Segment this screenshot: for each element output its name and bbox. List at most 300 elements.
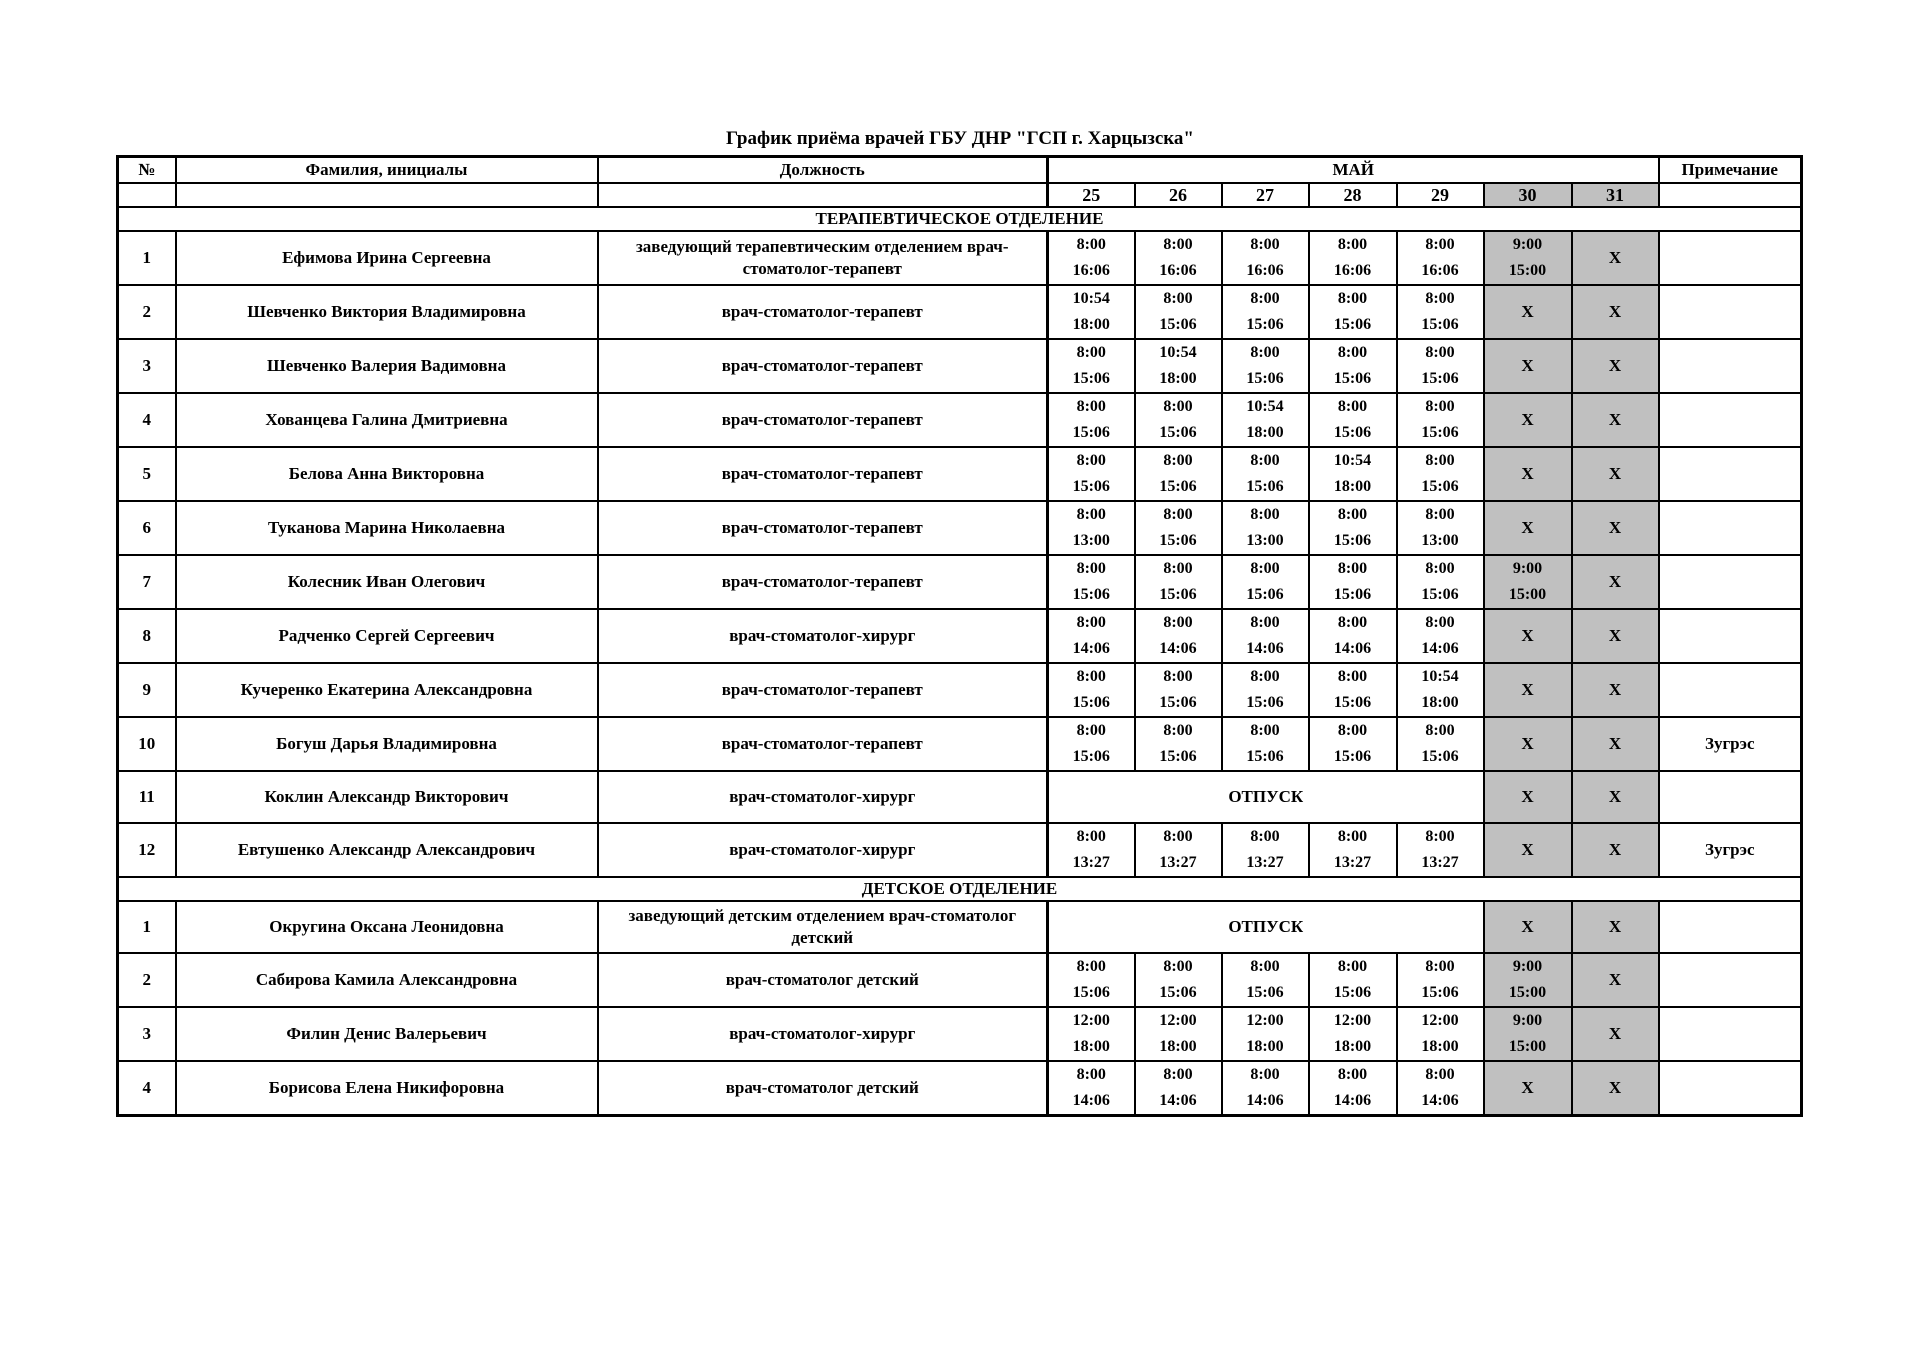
shift-cell bbox=[1048, 231, 1135, 285]
shift-cell bbox=[1309, 339, 1397, 393]
shift-cell bbox=[1397, 501, 1484, 555]
note-cell: Зугрэс bbox=[1659, 717, 1802, 771]
note-cell: Зугрэс bbox=[1659, 823, 1802, 877]
shift-start: 12:00 bbox=[1072, 1012, 1110, 1029]
row-number: 10 bbox=[118, 717, 176, 771]
shift-end: 18:00 bbox=[1072, 316, 1110, 333]
day-off-cell: X bbox=[1484, 663, 1572, 717]
employee-position: врач-стоматолог-терапевт bbox=[598, 393, 1048, 447]
shift-end: 15:06 bbox=[1072, 370, 1110, 387]
shift-cell bbox=[1222, 231, 1309, 285]
day-off-cell: X bbox=[1572, 771, 1659, 823]
note-cell bbox=[1659, 901, 1802, 953]
table-row bbox=[118, 339, 1802, 393]
note-cell bbox=[1659, 501, 1802, 555]
shift-cell bbox=[1048, 555, 1135, 609]
table-row bbox=[118, 717, 1802, 771]
shift-end: 15:06 bbox=[1421, 984, 1459, 1001]
shift-end: 13:27 bbox=[1246, 854, 1284, 871]
note-cell bbox=[1659, 771, 1802, 823]
day-off-cell: X bbox=[1572, 231, 1659, 285]
day-off-cell: X bbox=[1484, 1061, 1572, 1116]
shift-start: 8:00 bbox=[1076, 1066, 1106, 1083]
shift-start: 9:00 bbox=[1512, 560, 1543, 577]
shift-cell bbox=[1309, 953, 1397, 1007]
shift-end: 15:06 bbox=[1159, 984, 1197, 1001]
shift-start: 8:00 bbox=[1076, 614, 1106, 631]
shift-end: 15:06 bbox=[1333, 424, 1372, 441]
employee-name: Филин Денис Валерьевич bbox=[176, 1007, 598, 1061]
schedule-table bbox=[116, 155, 1803, 1117]
shift-start: 8:00 bbox=[1163, 452, 1193, 469]
shift-start: 8:00 bbox=[1250, 236, 1280, 253]
row-number: 1 bbox=[118, 231, 176, 285]
shift-cell bbox=[1048, 717, 1135, 771]
shift-cell bbox=[1048, 339, 1135, 393]
shift-start: 8:00 bbox=[1163, 290, 1193, 307]
shift-start: 10:54 bbox=[1246, 398, 1284, 415]
shift-start: 8:00 bbox=[1076, 828, 1106, 845]
note-cell bbox=[1659, 555, 1802, 609]
row-number: 2 bbox=[118, 285, 176, 339]
shift-end: 18:00 bbox=[1421, 1038, 1459, 1055]
employee-position: врач-стоматолог-терапевт bbox=[598, 339, 1048, 393]
shift-start: 8:00 bbox=[1425, 398, 1455, 415]
employee-name: Хованцева Галина Дмитриевна bbox=[176, 393, 598, 447]
header-number: № bbox=[118, 157, 176, 184]
shift-cell bbox=[1135, 501, 1222, 555]
day-off-cell: X bbox=[1484, 285, 1572, 339]
shift-start: 8:00 bbox=[1337, 344, 1368, 361]
employee-name: Коклин Александр Викторович bbox=[176, 771, 598, 823]
shift-cell bbox=[1135, 393, 1222, 447]
shift-end: 15:06 bbox=[1159, 424, 1197, 441]
employee-position: врач-стоматолог детский bbox=[598, 1061, 1048, 1116]
shift-end: 16:06 bbox=[1246, 262, 1284, 279]
table-row bbox=[118, 1061, 1802, 1116]
shift-end: 15:06 bbox=[1421, 424, 1459, 441]
shift-end: 13:00 bbox=[1421, 532, 1459, 549]
shift-end: 14:06 bbox=[1246, 640, 1284, 657]
employee-name: Евтушенко Александр Александрович bbox=[176, 823, 598, 877]
note-cell bbox=[1659, 1061, 1802, 1116]
row-number: 7 bbox=[118, 555, 176, 609]
shift-start: 8:00 bbox=[1250, 958, 1280, 975]
shift-cell bbox=[1397, 717, 1484, 771]
shift-cell bbox=[1309, 663, 1397, 717]
shift-start: 8:00 bbox=[1163, 1066, 1193, 1083]
table-row bbox=[118, 901, 1802, 953]
header-row bbox=[118, 157, 1802, 184]
day-off-cell: X bbox=[1572, 953, 1659, 1007]
shift-end: 16:06 bbox=[1421, 262, 1459, 279]
shift-start: 8:00 bbox=[1337, 398, 1368, 415]
shift-start: 8:00 bbox=[1425, 614, 1455, 631]
shift-cell bbox=[1397, 555, 1484, 609]
shift-end: 13:00 bbox=[1246, 532, 1284, 549]
shift-start: 8:00 bbox=[1337, 722, 1368, 739]
row-number: 3 bbox=[118, 1007, 176, 1061]
shift-cell bbox=[1397, 339, 1484, 393]
shift-end: 16:06 bbox=[1333, 262, 1372, 279]
employee-name: Сабирова Камила Александровна bbox=[176, 953, 598, 1007]
shift-end: 15:06 bbox=[1333, 370, 1372, 387]
table-row bbox=[118, 663, 1802, 717]
shift-end: 15:00 bbox=[1508, 1038, 1547, 1055]
table-row bbox=[118, 771, 1802, 823]
shift-cell bbox=[1309, 717, 1397, 771]
shift-cell bbox=[1135, 231, 1222, 285]
shift-cell bbox=[1222, 609, 1309, 663]
employee-position: заведующий терапевтическим отделением врач-стоматолог-терапевт bbox=[598, 231, 1048, 285]
section-row bbox=[118, 207, 1802, 231]
shift-start: 12:00 bbox=[1246, 1012, 1284, 1029]
shift-start: 8:00 bbox=[1425, 236, 1455, 253]
shift-end: 14:06 bbox=[1159, 1092, 1197, 1109]
employee-position: врач-стоматолог-терапевт bbox=[598, 717, 1048, 771]
shift-end: 16:06 bbox=[1159, 262, 1197, 279]
shift-start: 8:00 bbox=[1425, 290, 1455, 307]
note-cell bbox=[1659, 663, 1802, 717]
shift-end: 18:00 bbox=[1333, 1038, 1372, 1055]
shift-end: 15:06 bbox=[1421, 370, 1459, 387]
shift-cell bbox=[1135, 285, 1222, 339]
table-row bbox=[118, 285, 1802, 339]
shift-cell bbox=[1048, 447, 1135, 501]
shift-end: 15:06 bbox=[1072, 694, 1110, 711]
shift-end: 15:06 bbox=[1159, 586, 1197, 603]
shift-cell bbox=[1484, 1007, 1572, 1061]
shift-cell bbox=[1222, 1061, 1309, 1116]
shift-cell bbox=[1048, 609, 1135, 663]
shift-start: 8:00 bbox=[1076, 236, 1106, 253]
shift-end: 15:06 bbox=[1246, 984, 1284, 1001]
shift-cell bbox=[1135, 1007, 1222, 1061]
row-number: 5 bbox=[118, 447, 176, 501]
shift-cell bbox=[1135, 339, 1222, 393]
shift-start: 8:00 bbox=[1163, 828, 1193, 845]
shift-start: 8:00 bbox=[1076, 398, 1106, 415]
table-row bbox=[118, 1007, 1802, 1061]
shift-end: 15:06 bbox=[1072, 478, 1110, 495]
shift-cell bbox=[1135, 447, 1222, 501]
shift-cell bbox=[1309, 823, 1397, 877]
shift-cell bbox=[1135, 1061, 1222, 1116]
shift-start: 8:00 bbox=[1425, 506, 1455, 523]
day-off-cell: X bbox=[1572, 393, 1659, 447]
shift-cell bbox=[1135, 555, 1222, 609]
shift-cell bbox=[1135, 663, 1222, 717]
employee-position: врач-стоматолог-терапевт bbox=[598, 555, 1048, 609]
shift-start: 8:00 bbox=[1337, 614, 1368, 631]
shift-start: 9:00 bbox=[1512, 1012, 1543, 1029]
day-off-cell: X bbox=[1572, 823, 1659, 877]
shift-end: 15:06 bbox=[1333, 316, 1372, 333]
row-number: 12 bbox=[118, 823, 176, 877]
shift-start: 10:54 bbox=[1072, 290, 1110, 307]
section-row bbox=[118, 877, 1802, 901]
shift-start: 8:00 bbox=[1337, 236, 1368, 253]
employee-position: врач-стоматолог детский bbox=[598, 953, 1048, 1007]
shift-cell bbox=[1397, 285, 1484, 339]
shift-start: 8:00 bbox=[1425, 1066, 1455, 1083]
shift-end: 15:06 bbox=[1159, 532, 1197, 549]
header-month: МАЙ bbox=[1048, 157, 1659, 184]
employee-name: Богуш Дарья Владимировна bbox=[176, 717, 598, 771]
row-number: 2 bbox=[118, 953, 176, 1007]
shift-end: 15:06 bbox=[1159, 316, 1197, 333]
shift-end: 13:27 bbox=[1072, 854, 1110, 871]
shift-end: 13:27 bbox=[1159, 854, 1197, 871]
shift-cell bbox=[1135, 953, 1222, 1007]
shift-cell bbox=[1222, 823, 1309, 877]
shift-end: 14:06 bbox=[1072, 640, 1110, 657]
employee-position: врач-стоматолог-терапевт bbox=[598, 447, 1048, 501]
shift-cell bbox=[1222, 447, 1309, 501]
day-header: 29 bbox=[1397, 183, 1484, 207]
day-off-cell: X bbox=[1484, 393, 1572, 447]
shift-end: 15:06 bbox=[1246, 478, 1284, 495]
row-number: 4 bbox=[118, 1061, 176, 1116]
table-row bbox=[118, 609, 1802, 663]
shift-cell bbox=[1222, 717, 1309, 771]
shift-end: 15:06 bbox=[1072, 984, 1110, 1001]
shift-end: 15:06 bbox=[1246, 316, 1284, 333]
shift-end: 18:00 bbox=[1246, 1038, 1284, 1055]
shift-start: 8:00 bbox=[1425, 344, 1455, 361]
shift-cell bbox=[1222, 393, 1309, 447]
shift-cell bbox=[1309, 393, 1397, 447]
employee-name: Белова Анна Викторовна bbox=[176, 447, 598, 501]
shift-end: 15:06 bbox=[1333, 984, 1372, 1001]
shift-cell bbox=[1397, 1061, 1484, 1116]
employee-position: врач-стоматолог-терапевт bbox=[598, 285, 1048, 339]
shift-start: 8:00 bbox=[1163, 398, 1193, 415]
shift-end: 13:00 bbox=[1072, 532, 1110, 549]
shift-cell bbox=[1048, 1007, 1135, 1061]
day-off-cell: X bbox=[1572, 901, 1659, 953]
employee-position: врач-стоматолог-хирург bbox=[598, 771, 1048, 823]
shift-start: 9:00 bbox=[1512, 236, 1543, 253]
shift-end: 18:00 bbox=[1072, 1038, 1110, 1055]
shift-start: 8:00 bbox=[1076, 344, 1106, 361]
employee-name: Борисова Елена Никифоровна bbox=[176, 1061, 598, 1116]
day-off-cell: X bbox=[1484, 447, 1572, 501]
employee-position: врач-стоматолог-хирург bbox=[598, 609, 1048, 663]
note-cell bbox=[1659, 447, 1802, 501]
shift-end: 15:06 bbox=[1072, 586, 1110, 603]
employee-name: Колесник Иван Олегович bbox=[176, 555, 598, 609]
shift-start: 8:00 bbox=[1076, 722, 1106, 739]
table-row bbox=[118, 823, 1802, 877]
shift-end: 15:06 bbox=[1246, 370, 1284, 387]
note-cell bbox=[1659, 339, 1802, 393]
shift-cell bbox=[1048, 285, 1135, 339]
shift-cell bbox=[1048, 823, 1135, 877]
shift-start: 8:00 bbox=[1163, 722, 1193, 739]
header-name-blank bbox=[176, 183, 598, 207]
shift-end: 15:06 bbox=[1421, 316, 1459, 333]
row-number: 9 bbox=[118, 663, 176, 717]
shift-end: 14:06 bbox=[1421, 640, 1459, 657]
shift-start: 8:00 bbox=[1250, 506, 1280, 523]
shift-cell bbox=[1309, 1007, 1397, 1061]
day-off-cell: X bbox=[1572, 1061, 1659, 1116]
shift-cell bbox=[1048, 953, 1135, 1007]
row-number: 11 bbox=[118, 771, 176, 823]
shift-end: 15:06 bbox=[1072, 424, 1110, 441]
table-row bbox=[118, 555, 1802, 609]
shift-cell bbox=[1484, 555, 1572, 609]
shift-end: 18:00 bbox=[1246, 424, 1284, 441]
day-header-weekend: 30 bbox=[1484, 183, 1572, 207]
shift-cell bbox=[1309, 231, 1397, 285]
shift-end: 15:06 bbox=[1421, 478, 1459, 495]
shift-start: 8:00 bbox=[1163, 958, 1193, 975]
shift-end: 18:00 bbox=[1159, 1038, 1197, 1055]
shift-start: 8:00 bbox=[1076, 452, 1106, 469]
header-position: Должность bbox=[598, 157, 1048, 184]
day-off-cell: X bbox=[1484, 823, 1572, 877]
shift-cell bbox=[1397, 663, 1484, 717]
day-off-cell: X bbox=[1572, 717, 1659, 771]
note-cell bbox=[1659, 609, 1802, 663]
shift-end: 15:06 bbox=[1421, 586, 1459, 603]
shift-cell bbox=[1222, 663, 1309, 717]
shift-cell bbox=[1222, 555, 1309, 609]
day-header: 25 bbox=[1048, 183, 1135, 207]
day-header-weekend: 31 bbox=[1572, 183, 1659, 207]
day-header: 26 bbox=[1135, 183, 1222, 207]
shift-end: 15:06 bbox=[1159, 748, 1197, 765]
shift-end: 13:27 bbox=[1421, 854, 1459, 871]
shift-start: 8:00 bbox=[1250, 560, 1280, 577]
shift-start: 12:00 bbox=[1333, 1012, 1372, 1029]
row-number: 8 bbox=[118, 609, 176, 663]
vacation-cell: ОТПУСК bbox=[1048, 901, 1484, 953]
shift-start: 8:00 bbox=[1250, 452, 1280, 469]
shift-end: 15:06 bbox=[1159, 694, 1197, 711]
employee-name: Ефимова Ирина Сергеевна bbox=[176, 231, 598, 285]
employee-position: врач-стоматолог-терапевт bbox=[598, 501, 1048, 555]
shift-end: 18:00 bbox=[1333, 478, 1372, 495]
shift-end: 15:06 bbox=[1333, 748, 1372, 765]
shift-cell bbox=[1397, 823, 1484, 877]
section-title: ДЕТСКОЕ ОТДЕЛЕНИЕ bbox=[118, 877, 1802, 901]
shift-start: 8:00 bbox=[1425, 828, 1455, 845]
shift-cell bbox=[1397, 393, 1484, 447]
shift-cell bbox=[1309, 447, 1397, 501]
shift-end: 14:06 bbox=[1072, 1092, 1110, 1109]
header-note: Примечание bbox=[1659, 157, 1802, 184]
shift-cell bbox=[1484, 231, 1572, 285]
shift-start: 8:00 bbox=[1163, 668, 1193, 685]
shift-start: 8:00 bbox=[1337, 668, 1368, 685]
shift-start: 8:00 bbox=[1337, 290, 1368, 307]
row-number: 1 bbox=[118, 901, 176, 953]
shift-cell bbox=[1048, 393, 1135, 447]
shift-start: 8:00 bbox=[1163, 560, 1193, 577]
shift-start: 8:00 bbox=[1250, 290, 1280, 307]
shift-end: 15:06 bbox=[1333, 694, 1372, 711]
employee-name: Округина Оксана Леонидовна bbox=[176, 901, 598, 953]
shift-start: 8:00 bbox=[1337, 506, 1368, 523]
header-name: Фамилия, инициалы bbox=[176, 157, 598, 184]
shift-start: 10:54 bbox=[1421, 668, 1459, 685]
shift-cell bbox=[1397, 231, 1484, 285]
table-row bbox=[118, 231, 1802, 285]
shift-start: 8:00 bbox=[1163, 506, 1193, 523]
shift-cell bbox=[1222, 501, 1309, 555]
shift-start: 8:00 bbox=[1250, 828, 1280, 845]
shift-end: 14:06 bbox=[1333, 1092, 1372, 1109]
day-off-cell: X bbox=[1572, 501, 1659, 555]
row-number: 6 bbox=[118, 501, 176, 555]
shift-start: 9:00 bbox=[1512, 958, 1543, 975]
row-number: 3 bbox=[118, 339, 176, 393]
employee-name: Шевченко Валерия Вадимовна bbox=[176, 339, 598, 393]
note-cell bbox=[1659, 953, 1802, 1007]
note-cell bbox=[1659, 1007, 1802, 1061]
shift-start: 12:00 bbox=[1421, 1012, 1459, 1029]
shift-start: 10:54 bbox=[1159, 344, 1197, 361]
shift-cell bbox=[1397, 609, 1484, 663]
header-note-blank bbox=[1659, 183, 1802, 207]
day-off-cell: X bbox=[1484, 771, 1572, 823]
employee-position: врач-стоматолог-хирург bbox=[598, 1007, 1048, 1061]
day-off-cell: X bbox=[1572, 1007, 1659, 1061]
shift-end: 14:06 bbox=[1246, 1092, 1284, 1109]
shift-end: 15:00 bbox=[1508, 586, 1547, 603]
shift-start: 8:00 bbox=[1425, 452, 1455, 469]
employee-name: Туканова Марина Николаевна bbox=[176, 501, 598, 555]
shift-end: 15:06 bbox=[1246, 748, 1284, 765]
header-position-blank bbox=[598, 183, 1048, 207]
shift-cell bbox=[1309, 609, 1397, 663]
employee-name: Радченко Сергей Сергеевич bbox=[176, 609, 598, 663]
shift-cell bbox=[1397, 447, 1484, 501]
day-off-cell: X bbox=[1572, 663, 1659, 717]
employee-position: заведующий детским отделением врач-стоматолог детский bbox=[598, 901, 1048, 953]
shift-cell bbox=[1484, 953, 1572, 1007]
shift-end: 15:06 bbox=[1421, 748, 1459, 765]
employee-position: врач-стоматолог-терапевт bbox=[598, 663, 1048, 717]
shift-end: 15:00 bbox=[1508, 262, 1547, 279]
shift-start: 8:00 bbox=[1425, 722, 1455, 739]
shift-start: 8:00 bbox=[1250, 344, 1280, 361]
shift-end: 14:06 bbox=[1333, 640, 1372, 657]
day-off-cell: X bbox=[1572, 555, 1659, 609]
shift-end: 18:00 bbox=[1159, 370, 1197, 387]
day-off-cell: X bbox=[1572, 609, 1659, 663]
day-off-cell: X bbox=[1484, 609, 1572, 663]
shift-start: 8:00 bbox=[1076, 958, 1106, 975]
shift-end: 15:06 bbox=[1333, 532, 1372, 549]
shift-start: 12:00 bbox=[1159, 1012, 1197, 1029]
table-row bbox=[118, 393, 1802, 447]
day-off-cell: X bbox=[1572, 285, 1659, 339]
shift-end: 16:06 bbox=[1072, 262, 1110, 279]
table-row bbox=[118, 501, 1802, 555]
shift-end: 15:06 bbox=[1159, 478, 1197, 495]
shift-end: 14:06 bbox=[1159, 640, 1197, 657]
shift-cell bbox=[1048, 501, 1135, 555]
shift-cell bbox=[1309, 501, 1397, 555]
shift-start: 8:00 bbox=[1250, 1066, 1280, 1083]
employee-position: врач-стоматолог-хирург bbox=[598, 823, 1048, 877]
shift-cell bbox=[1222, 1007, 1309, 1061]
shift-end: 15:00 bbox=[1508, 984, 1547, 1001]
